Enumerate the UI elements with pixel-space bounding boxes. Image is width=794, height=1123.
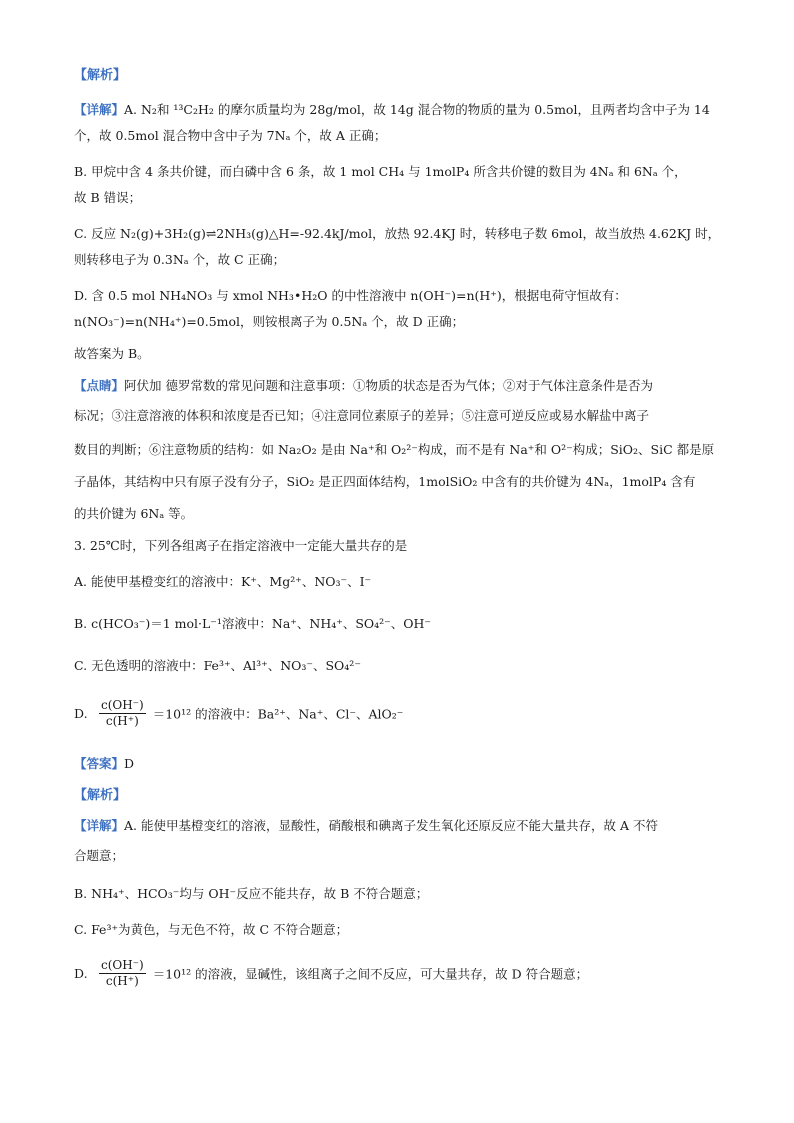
analysis-heading: 【解析】	[74, 68, 127, 83]
answer-label: 【答案】	[74, 756, 125, 771]
answer-value: D	[124, 756, 135, 771]
question-option-a: A. 能使甲基橙变红的溶液中：K⁺、Mg²⁺、NO₃⁻、I⁻	[74, 574, 372, 589]
option-d-label: D.	[74, 706, 88, 721]
question-option-d	[74, 698, 736, 729]
detail-label: 【详解】	[74, 102, 125, 117]
comment-label: 【点睛】	[74, 378, 125, 393]
detail-paragraph-b-line1: B. 甲烷中含 4 条共价键，而白磷中含 6 条，故 1 mol CH₄ 与 1molP₄ 所含共价键的数目为 4Nₐ 和 6Nₐ 个，	[74, 164, 687, 179]
detail-paragraph-d-line1: D. 含 0.5 mol NH₄NO₃ 与 xmol NH₃•H₂O 的中性溶液中 n(OH⁻)=n(H⁺)，根据电荷守恒故有：	[74, 288, 627, 303]
comment-line1	[74, 376, 736, 396]
detail-paragraph-d-line2: n(NO₃⁻)=n(NH₄⁺)=0.5mol，则铵根离子为 0.5Nₐ 个，故 D 正确；	[74, 314, 465, 329]
detail-paragraph-c-line1: C. 反应 N₂(g)+3H₂(g)⇌2NH₃(g)△H=-92.4kJ/mol，放热 92.4KJ 时，转移电子数 6mol，故当放热 4.62KJ 时，	[74, 226, 721, 241]
detail2-d-fraction	[99, 958, 146, 989]
comment-line3: 数目的判断；⑥注意物质的结构：如 Na₂O₂ 是由 Na⁺和 O₂²⁻构成，而不是有 Na⁺和 O²⁻构成；SiO₂、SiC 都是原	[74, 442, 715, 457]
detail-a-text: A. N₂和 ¹³C₂H₂ 的摩尔质量均为 28g/mol，故 14g 混合物的物质的量为 0.5mol，且两者均含中子为 14	[124, 102, 710, 117]
comment-text-1: 阿伏加 德罗常数的常见问题和注意事项：①物质的状态是否为气体；②对于气体注意条件是否为	[124, 378, 653, 393]
option-d-fraction	[99, 698, 146, 729]
answer-conclusion: 故答案为 B。	[74, 346, 150, 361]
detail-paragraph-a-line2: 个，故 0.5mol 混合物中含中子为 7Nₐ 个，故 A 正确；	[74, 128, 387, 143]
detail-paragraph-c-line2: 则转移电子为 0.3Nₐ 个，故 C 正确；	[74, 252, 286, 267]
fraction-numerator: c(OH⁻)	[100, 958, 144, 972]
option-d-text: ＝10¹² 的溶液中：Ba²⁺、Na⁺、Cl⁻、AlO₂⁻	[152, 706, 404, 722]
detail2-line2: 合题意；	[74, 848, 125, 863]
fraction-numerator: c(OH⁻)	[100, 698, 144, 712]
question-stem: 3. 25℃时，下列各组离子在指定溶液中一定能大量共存的是	[74, 538, 408, 553]
detail2-d-label: D.	[74, 966, 88, 981]
comment-line4: 子晶体，其结构中只有原子没有分子，SiO₂ 是正四面体结构，1molSiO₂ 中含有的共价键为 4Nₐ，1molP₄ 含有	[74, 474, 696, 489]
fraction-denominator: c(H⁺)	[105, 974, 139, 988]
detail-paragraph-b-line2: 故 B 错误；	[74, 190, 142, 205]
detail2-label: 【详解】	[74, 818, 125, 833]
answer-line	[74, 754, 736, 774]
detail2-a-text: A. 能使甲基橙变红的溶液，显酸性，硝酸根和碘离子发生氧化还原反应不能大量共存，故 A 不符	[124, 818, 658, 833]
detail2-d-text: ＝10¹² 的溶液，显碱性，该组离子之间不反应，可大量共存，故 D 符合题意；	[152, 966, 589, 982]
analysis-heading-2: 【解析】	[74, 788, 127, 803]
detail2-line4: C. Fe³⁺为黄色，与无色不符，故 C 不符合题意；	[74, 922, 349, 937]
detail2-line1	[74, 816, 736, 836]
detail-paragraph-a-line1	[74, 100, 736, 120]
detail2-line3: B. NH₄⁺、HCO₃⁻均与 OH⁻反应不能共存，故 B 不符合题意；	[74, 886, 429, 901]
fraction-denominator: c(H⁺)	[105, 714, 139, 728]
question-option-c: C. 无色透明的溶液中：Fe³⁺、Al³⁺、NO₃⁻、SO₄²⁻	[74, 658, 361, 673]
comment-line5: 的共价键为 6Nₐ 等。	[74, 506, 194, 521]
detail2-option-d	[74, 958, 736, 989]
comment-line2: 标况；③注意溶液的体积和浓度是否已知；④注意同位素原子的差异；⑤注意可逆反应或易水解盐中离子	[74, 408, 650, 423]
question-option-b: B. c(HCO₃⁻)＝1 mol·L⁻¹溶液中：Na⁺、NH₄⁺、SO₄²⁻、OH⁻	[74, 616, 432, 631]
